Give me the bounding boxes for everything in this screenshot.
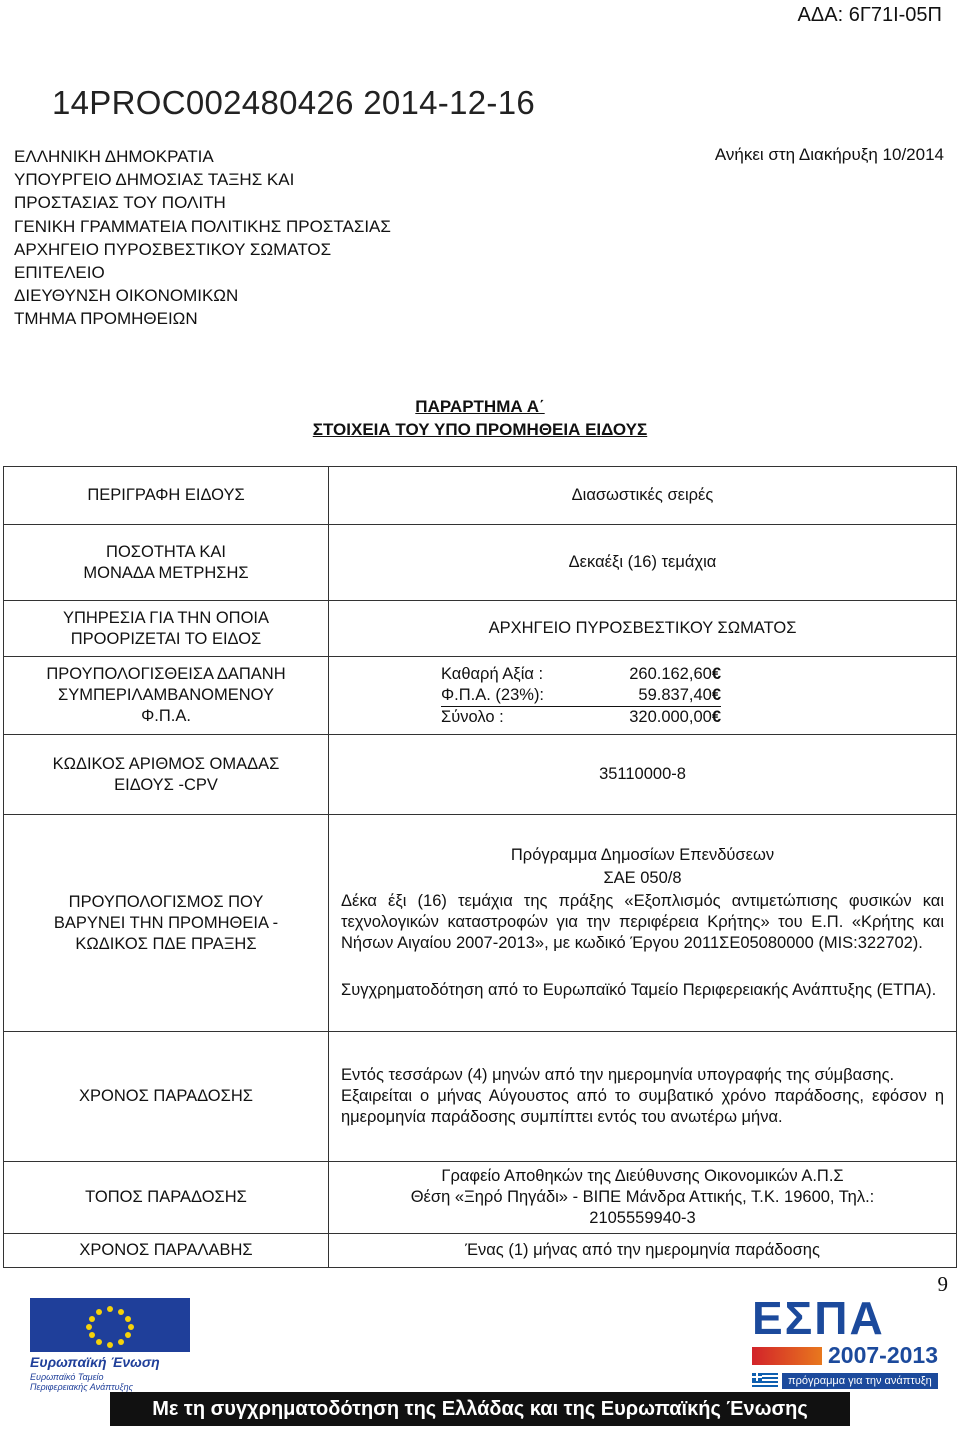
- table-row: [4, 1233, 957, 1267]
- receipt-time-value: Ένας (1) μήνας από την ημερομηνία παράδοσης: [329, 1233, 957, 1267]
- issuer-line: ΑΡΧΗΓΕΙΟ ΠΥΡΟΣΒΕΣΤΙΚΟΥ ΣΩΜΑΤΟΣ: [14, 239, 332, 259]
- espa-logo-title: ΕΣΠΑ: [752, 1292, 885, 1344]
- funding-sae: ΣΑΕ 050/8: [603, 869, 682, 888]
- table-row: [4, 601, 957, 657]
- delivery-place-value: [329, 1161, 957, 1233]
- euro-sign: €: [711, 664, 721, 683]
- delivery-place-line: 2105559940-3: [589, 1208, 696, 1227]
- eu-logo-subtitle-line: Ευρωπαϊκό Ταμείο: [30, 1372, 104, 1382]
- budget-label-line: ΣΥΜΠΕΡΙΛΑΜΒΑΝΟΜΕΝΟΥ: [58, 686, 274, 705]
- eu-logo-subtitle-line: Περιφερειακής Ανάπτυξης: [30, 1382, 133, 1392]
- issuer-line: ΠΡΟΣΤΑΣΙΑΣ ΤΟΥ ΠΟΛΙΤΗ: [14, 193, 226, 213]
- table-row: [4, 1031, 957, 1161]
- vat-label: Φ.Π.Α. (23%):: [441, 685, 591, 707]
- budget-amounts: [441, 664, 944, 728]
- description-value: Διασωστικές σειρές: [329, 467, 957, 525]
- eu-logo: [30, 1298, 190, 1391]
- budget-label-line: ΠΡΟΥΠΟΛΟΓΙΣΘΕΙΣΑ ΔΑΠΑΝΗ: [46, 665, 286, 684]
- quantity-label-line: ΠΟΣΟΤΗΤΑ ΚΑΙ: [106, 542, 226, 561]
- espa-logo-years-row: [752, 1342, 942, 1369]
- tender-reference: Ανήκει στη Διακήρυξη 10/2014: [714, 145, 944, 164]
- espa-logo-tagline: πρόγραμμα για την ανάπτυξη: [782, 1373, 938, 1389]
- specification-table: [3, 466, 957, 1268]
- funding-value: [329, 815, 957, 1031]
- issuer-line: ΤΜΗΜΑ ΠΡΟΜΗΘΕΙΩΝ: [14, 309, 198, 329]
- funding-cofinance: Συγχρηματοδότηση από το Ευρωπαϊκό Ταμείο Περιφερειακής Ανάπτυξης (ΕΤΠΑ).: [341, 981, 937, 1000]
- espa-logo-tagline-row: [752, 1373, 942, 1389]
- euro-sign: €: [711, 685, 721, 704]
- greek-flag-icon: [752, 1373, 778, 1389]
- cpv-value: 35110000-8: [329, 735, 957, 815]
- service-value: ΑΡΧΗΓΕΙΟ ΠΥΡΟΣΒΕΣΤΙΚΟΥ ΣΩΜΑΤΟΣ: [329, 601, 957, 657]
- table-row: [4, 815, 957, 1031]
- service-label-line: ΥΠΗΡΕΣΙΑ ΓΙΑ ΤΗΝ ΟΠΟΙΑ: [62, 608, 270, 627]
- cpv-label-line: ΚΩΔΙΚΟΣ ΑΡΙΘΜΟΣ ΟΜΑΔΑΣ: [52, 754, 280, 773]
- delivery-time-label: ΧΡΟΝΟΣ ΠΑΡΑΔΟΣΗΣ: [4, 1031, 329, 1161]
- funding-details: Δέκα έξι (16) τεμάχια της πράξης «Εξοπλισμός αντιμετώπισης φυσικών και τεχνολογικών καταστροφών για την περιφέρεια Κρήτης» του Ε.Π. «Κρήτης και Νήσων Αιγαίου 2007-2013», με κωδικό Έργου 2011ΣΕ05080000 (MIS:322702).: [341, 892, 944, 953]
- receipt-time-label: ΧΡΟΝΟΣ ΠΑΡΑΛΑΒΗΣ: [4, 1233, 329, 1267]
- quantity-value: Δεκαέξι (16) τεμάχια: [329, 525, 957, 601]
- delivery-place-line: Γραφείο Αποθηκών της Διεύθυνσης Οικονομικών Α.Π.Σ: [441, 1166, 844, 1185]
- issuer-line: ΓΕΝΙΚΗ ΓΡΑΜΜΑΤΕΙΑ ΠΟΛΙΤΙΚΗΣ ΠΡΟΣΤΑΣΙΑΣ: [14, 216, 391, 236]
- delivery-time-value: [329, 1031, 957, 1161]
- delivery-place-label: ΤΟΠΟΣ ΠΑΡΑΔΟΣΗΣ: [4, 1161, 329, 1233]
- net-value-number: 260.162,60: [629, 664, 712, 683]
- annex-title: ΠΑΡΑΡΤΗΜΑ Α΄: [415, 397, 545, 416]
- quantity-label: [4, 525, 329, 601]
- cpv-label: [4, 735, 329, 815]
- table-row: [4, 1161, 957, 1233]
- ada-code: ΑΔΑ: 6Γ71Ι-05Π: [797, 4, 942, 26]
- annex-heading: [0, 395, 960, 441]
- budget-value: [329, 657, 957, 735]
- budget-label: [4, 657, 329, 735]
- cpv-label-line: ΕΙΔΟΥΣ -CPV: [114, 775, 218, 794]
- issuer-line: ΕΠΙΤΕΛΕΙΟ: [14, 263, 105, 283]
- net-value-label: Καθαρή Αξία :: [441, 664, 544, 683]
- vat-amount: [591, 685, 721, 707]
- vat-number: 59.837,40: [638, 685, 712, 704]
- issuer-line: ΔΙΕΥΘΥΝΣΗ ΟΙΚΟΝΟΜΙΚΩΝ: [14, 286, 239, 306]
- delivery-place-line: Θέση «Ξηρό Πηγάδι» - ΒΙΠΕ Μάνδρα Αττικής, Τ.Κ. 19600, Τηλ.:: [410, 1187, 875, 1206]
- service-label-line: ΠΡΟΟΡΙΖΕΤΑΙ ΤΟ ΕΙΔΟΣ: [70, 629, 262, 648]
- espa-color-bar-icon: [752, 1347, 822, 1365]
- issuer-line: ΕΛΛΗΝΙΚΗ ΔΗΜΟΚΡΑΤΙΑ: [14, 147, 214, 166]
- total-number: 320.000,00: [629, 707, 712, 726]
- funding-program: Πρόγραμμα Δημοσίων Επενδύσεων: [510, 846, 775, 865]
- delivery-time-line: Εξαιρείται ο μήνας Αύγουστος από το συμβατικό χρόνο παράδοσης, εφόσον η ημερομηνία παράδοσης συμπίπτει εντός του ανωτέρω μήνα.: [341, 1086, 944, 1126]
- cofinancing-strip: Με τη συγχρηματοδότηση της Ελλάδας και της Ευρωπαϊκής Ένωσης: [110, 1392, 850, 1426]
- delivery-time-line: Εντός τεσσάρων (4) μηνών από την ημερομηνία υπογραφής της σύμβασης.: [341, 1065, 895, 1084]
- espa-logo: [752, 1292, 942, 1389]
- table-row: [4, 657, 957, 735]
- table-row: [4, 735, 957, 815]
- annex-subtitle: ΣΤΟΙΧΕΙΑ ΤΟΥ ΥΠΟ ΠΡΟΜΗΘΕΙΑ ΕΙΔΟΥΣ: [312, 420, 648, 439]
- euro-sign: €: [711, 707, 721, 726]
- eu-logo-subtitle: [30, 1372, 190, 1392]
- total-label: Σύνολο :: [441, 707, 504, 726]
- document-id: 14PROC002480426 2014-12-16: [52, 84, 535, 121]
- funding-label-line: ΚΩΔΙΚΟΣ ΠΔΕ ΠΡΑΞΗΣ: [75, 934, 257, 953]
- funding-label-line: ΠΡΟΥΠΟΛΟΓΙΣΜΟΣ ΠΟΥ: [68, 892, 264, 911]
- espa-logo-years: 2007-2013: [828, 1342, 938, 1368]
- funding-label: [4, 815, 329, 1031]
- table-row: [4, 525, 957, 601]
- page-number: 9: [937, 1272, 948, 1296]
- quantity-label-line: ΜΟΝΑΔΑ ΜΕΤΡΗΣΗΣ: [83, 563, 249, 582]
- budget-label-line: Φ.Π.Α.: [141, 707, 191, 726]
- net-value-amount: [591, 664, 721, 685]
- eu-logo-title: Ευρωπαϊκή Ένωση: [30, 1354, 160, 1370]
- total-amount: [591, 707, 721, 728]
- issuer-block: [14, 145, 391, 331]
- description-label: ΠΕΡΙΓΡΑΦΗ ΕΙΔΟΥΣ: [4, 467, 329, 525]
- service-label: [4, 601, 329, 657]
- issuer-line: ΥΠΟΥΡΓΕΙΟ ΔΗΜΟΣΙΑΣ ΤΑΞΗΣ ΚΑΙ: [14, 170, 295, 190]
- table-row: [4, 467, 957, 525]
- funding-label-line: ΒΑΡΥΝΕΙ ΤΗΝ ΠΡΟΜΗΘΕΙΑ -: [53, 913, 279, 932]
